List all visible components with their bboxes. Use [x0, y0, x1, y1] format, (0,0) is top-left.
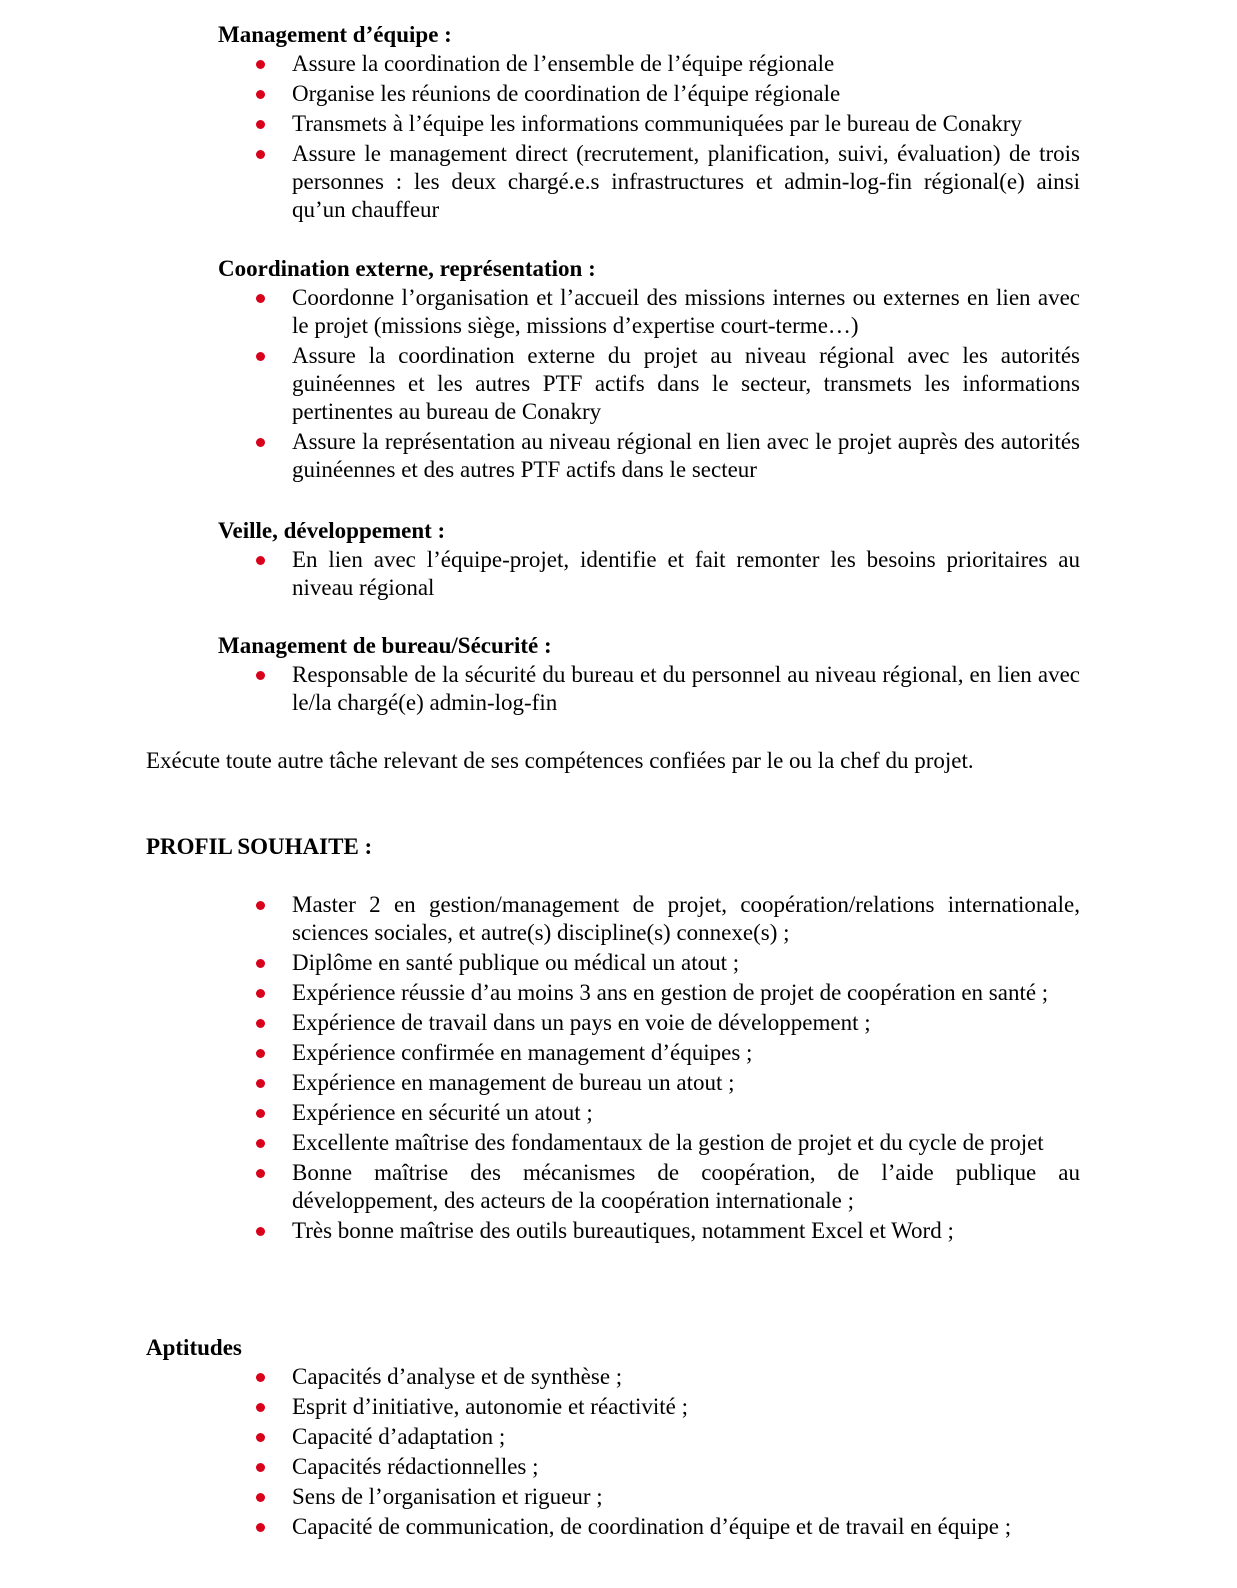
list-item	[218, 428, 1080, 484]
list-item	[218, 1009, 1080, 1037]
list-item-text: Bonne maîtrise des mécanismes de coopération, de l’aide publique au développement, des acteurs de la coopération internationale ;	[292, 1160, 1080, 1213]
list-item-text: Assure le management direct (recrutement, planification, suivi, évaluation) de trois personnes : les deux chargé.e.s infrastructures et admin-log-fin régional(e) ainsi qu’un chauffeur	[292, 141, 1080, 222]
list-item-text: Assure la coordination externe du projet au niveau régional avec les autorités guinéennes et les autres PTF actifs dans le secteur, transmets les informations pertinentes au bureau de Conakry	[292, 343, 1080, 424]
section-veille-developpement	[218, 516, 1080, 604]
list-item-text: Sens de l’organisation et rigueur ;	[292, 1484, 603, 1509]
section-coordination-externe	[218, 254, 1080, 486]
aptitudes-heading-block	[146, 1333, 746, 1363]
bullet-icon	[256, 352, 265, 361]
bullet-icon	[256, 1493, 265, 1502]
aptitudes-heading: Aptitudes	[146, 1335, 242, 1360]
list-item-text: Transmets à l’équipe les informations communiquées par le bureau de Conakry	[292, 111, 1022, 136]
list-item-text: Assure la coordination de l’ensemble de l’équipe régionale	[292, 51, 835, 76]
list-item	[218, 1393, 1080, 1421]
profile-list-block	[218, 891, 1080, 1247]
bullet-icon	[256, 1049, 265, 1058]
list-item	[218, 1513, 1080, 1541]
bullet-icon	[256, 1109, 265, 1118]
bullet-list	[218, 1363, 1080, 1541]
list-item-text: Expérience de travail dans un pays en voie de développement ;	[292, 1010, 871, 1035]
bullet-icon	[256, 438, 265, 447]
list-item	[218, 1069, 1080, 1097]
list-item-text: Expérience en management de bureau un atout ;	[292, 1070, 735, 1095]
list-item	[218, 661, 1080, 717]
closing-paragraph	[146, 746, 1106, 776]
list-item	[218, 1099, 1080, 1127]
bullet-icon	[256, 1523, 265, 1532]
list-item-text: Diplôme en santé publique ou médical un atout ;	[292, 950, 740, 975]
list-item-text: En lien avec l’équipe-projet, identifie et fait remonter les besoins prioritaires au niveau régional	[292, 547, 1080, 600]
list-item	[218, 80, 1080, 108]
bullet-list	[218, 891, 1080, 1245]
list-item	[218, 140, 1080, 224]
list-item-text: Responsable de la sécurité du bureau et du personnel au niveau régional, en lien avec le/la chargé(e) admin-log-fin	[292, 662, 1080, 715]
bullet-icon	[256, 989, 265, 998]
bullet-icon	[256, 1463, 265, 1472]
list-item-text: Organise les réunions de coordination de l’équipe régionale	[292, 81, 841, 106]
list-item	[218, 1217, 1080, 1245]
bullet-icon	[256, 1019, 265, 1028]
bullet-icon	[256, 1227, 265, 1236]
bullet-icon	[256, 294, 265, 303]
bullet-icon	[256, 150, 265, 159]
bullet-icon	[256, 1139, 265, 1148]
list-item	[218, 949, 1080, 977]
bullet-list	[218, 546, 1080, 602]
list-item-text: Coordonne l’organisation et l’accueil des missions internes ou externes en lien avec le projet (missions siège, missions d’expertise court-terme…)	[292, 285, 1080, 338]
bullet-icon	[256, 60, 265, 69]
section-management-bureau-securite	[218, 631, 1080, 719]
bullet-icon	[256, 120, 265, 129]
list-item-text: Capacité d’adaptation ;	[292, 1424, 506, 1449]
closing-line: Exécute toute autre tâche relevant de ses compétences confiées par le ou la chef du projet.	[146, 748, 974, 773]
list-item-text: Capacité de communication, de coordination d’équipe et de travail en équipe ;	[292, 1514, 1012, 1539]
list-item	[218, 1423, 1080, 1451]
bullet-icon	[256, 1079, 265, 1088]
list-item	[218, 110, 1080, 138]
list-item	[218, 284, 1080, 340]
list-item	[218, 1129, 1080, 1157]
list-item	[218, 1159, 1080, 1215]
list-item-text: Master 2 en gestion/management de projet, coopération/relations internationale, sciences sociales, et autre(s) discipline(s) connexe(s) ;	[292, 892, 1080, 945]
section-management-equipe	[218, 20, 1080, 226]
list-item-text: Expérience en sécurité un atout ;	[292, 1100, 593, 1125]
list-item-text: Esprit d’initiative, autonomie et réactivité ;	[292, 1394, 688, 1419]
bullet-icon	[256, 1373, 265, 1382]
list-item-text: Expérience confirmée en management d’équipes ;	[292, 1040, 753, 1065]
section-heading: Management de bureau/Sécurité :	[218, 633, 552, 658]
list-item	[218, 1363, 1080, 1391]
list-item-text: Assure la représentation au niveau régional en lien avec le projet auprès des autorités guinéennes et des autres PTF actifs dans le secteur	[292, 429, 1080, 482]
profile-heading: PROFIL SOUHAITE :	[146, 834, 373, 859]
list-item-text: Très bonne maîtrise des outils bureautiques, notamment Excel et Word ;	[292, 1218, 954, 1243]
list-item	[218, 50, 1080, 78]
section-heading: Management d’équipe :	[218, 22, 452, 47]
bullet-icon	[256, 901, 265, 910]
list-item-text: Capacités d’analyse et de synthèse ;	[292, 1364, 623, 1389]
aptitudes-list-block	[218, 1363, 1080, 1543]
bullet-icon	[256, 556, 265, 565]
list-item-text: Excellente maîtrise des fondamentaux de la gestion de projet et du cycle de projet	[292, 1130, 1044, 1155]
bullet-icon	[256, 90, 265, 99]
profile-heading-block	[146, 832, 746, 862]
list-item-text: Expérience réussie d’au moins 3 ans en gestion de projet de coopération en santé ;	[292, 980, 1049, 1005]
bullet-icon	[256, 1169, 265, 1178]
list-item	[218, 342, 1080, 426]
list-item	[218, 546, 1080, 602]
list-item	[218, 979, 1080, 1007]
list-item	[218, 1039, 1080, 1067]
list-item	[218, 1453, 1080, 1481]
bullet-icon	[256, 1433, 265, 1442]
list-item-text: Capacités rédactionnelles ;	[292, 1454, 539, 1479]
list-item	[218, 1483, 1080, 1511]
bullet-icon	[256, 671, 265, 680]
bullet-icon	[256, 1403, 265, 1412]
bullet-list	[218, 284, 1080, 484]
section-heading: Veille, développement :	[218, 518, 446, 543]
list-item	[218, 891, 1080, 947]
bullet-list	[218, 50, 1080, 224]
bullet-list	[218, 661, 1080, 717]
section-heading: Coordination externe, représentation :	[218, 256, 596, 281]
bullet-icon	[256, 959, 265, 968]
